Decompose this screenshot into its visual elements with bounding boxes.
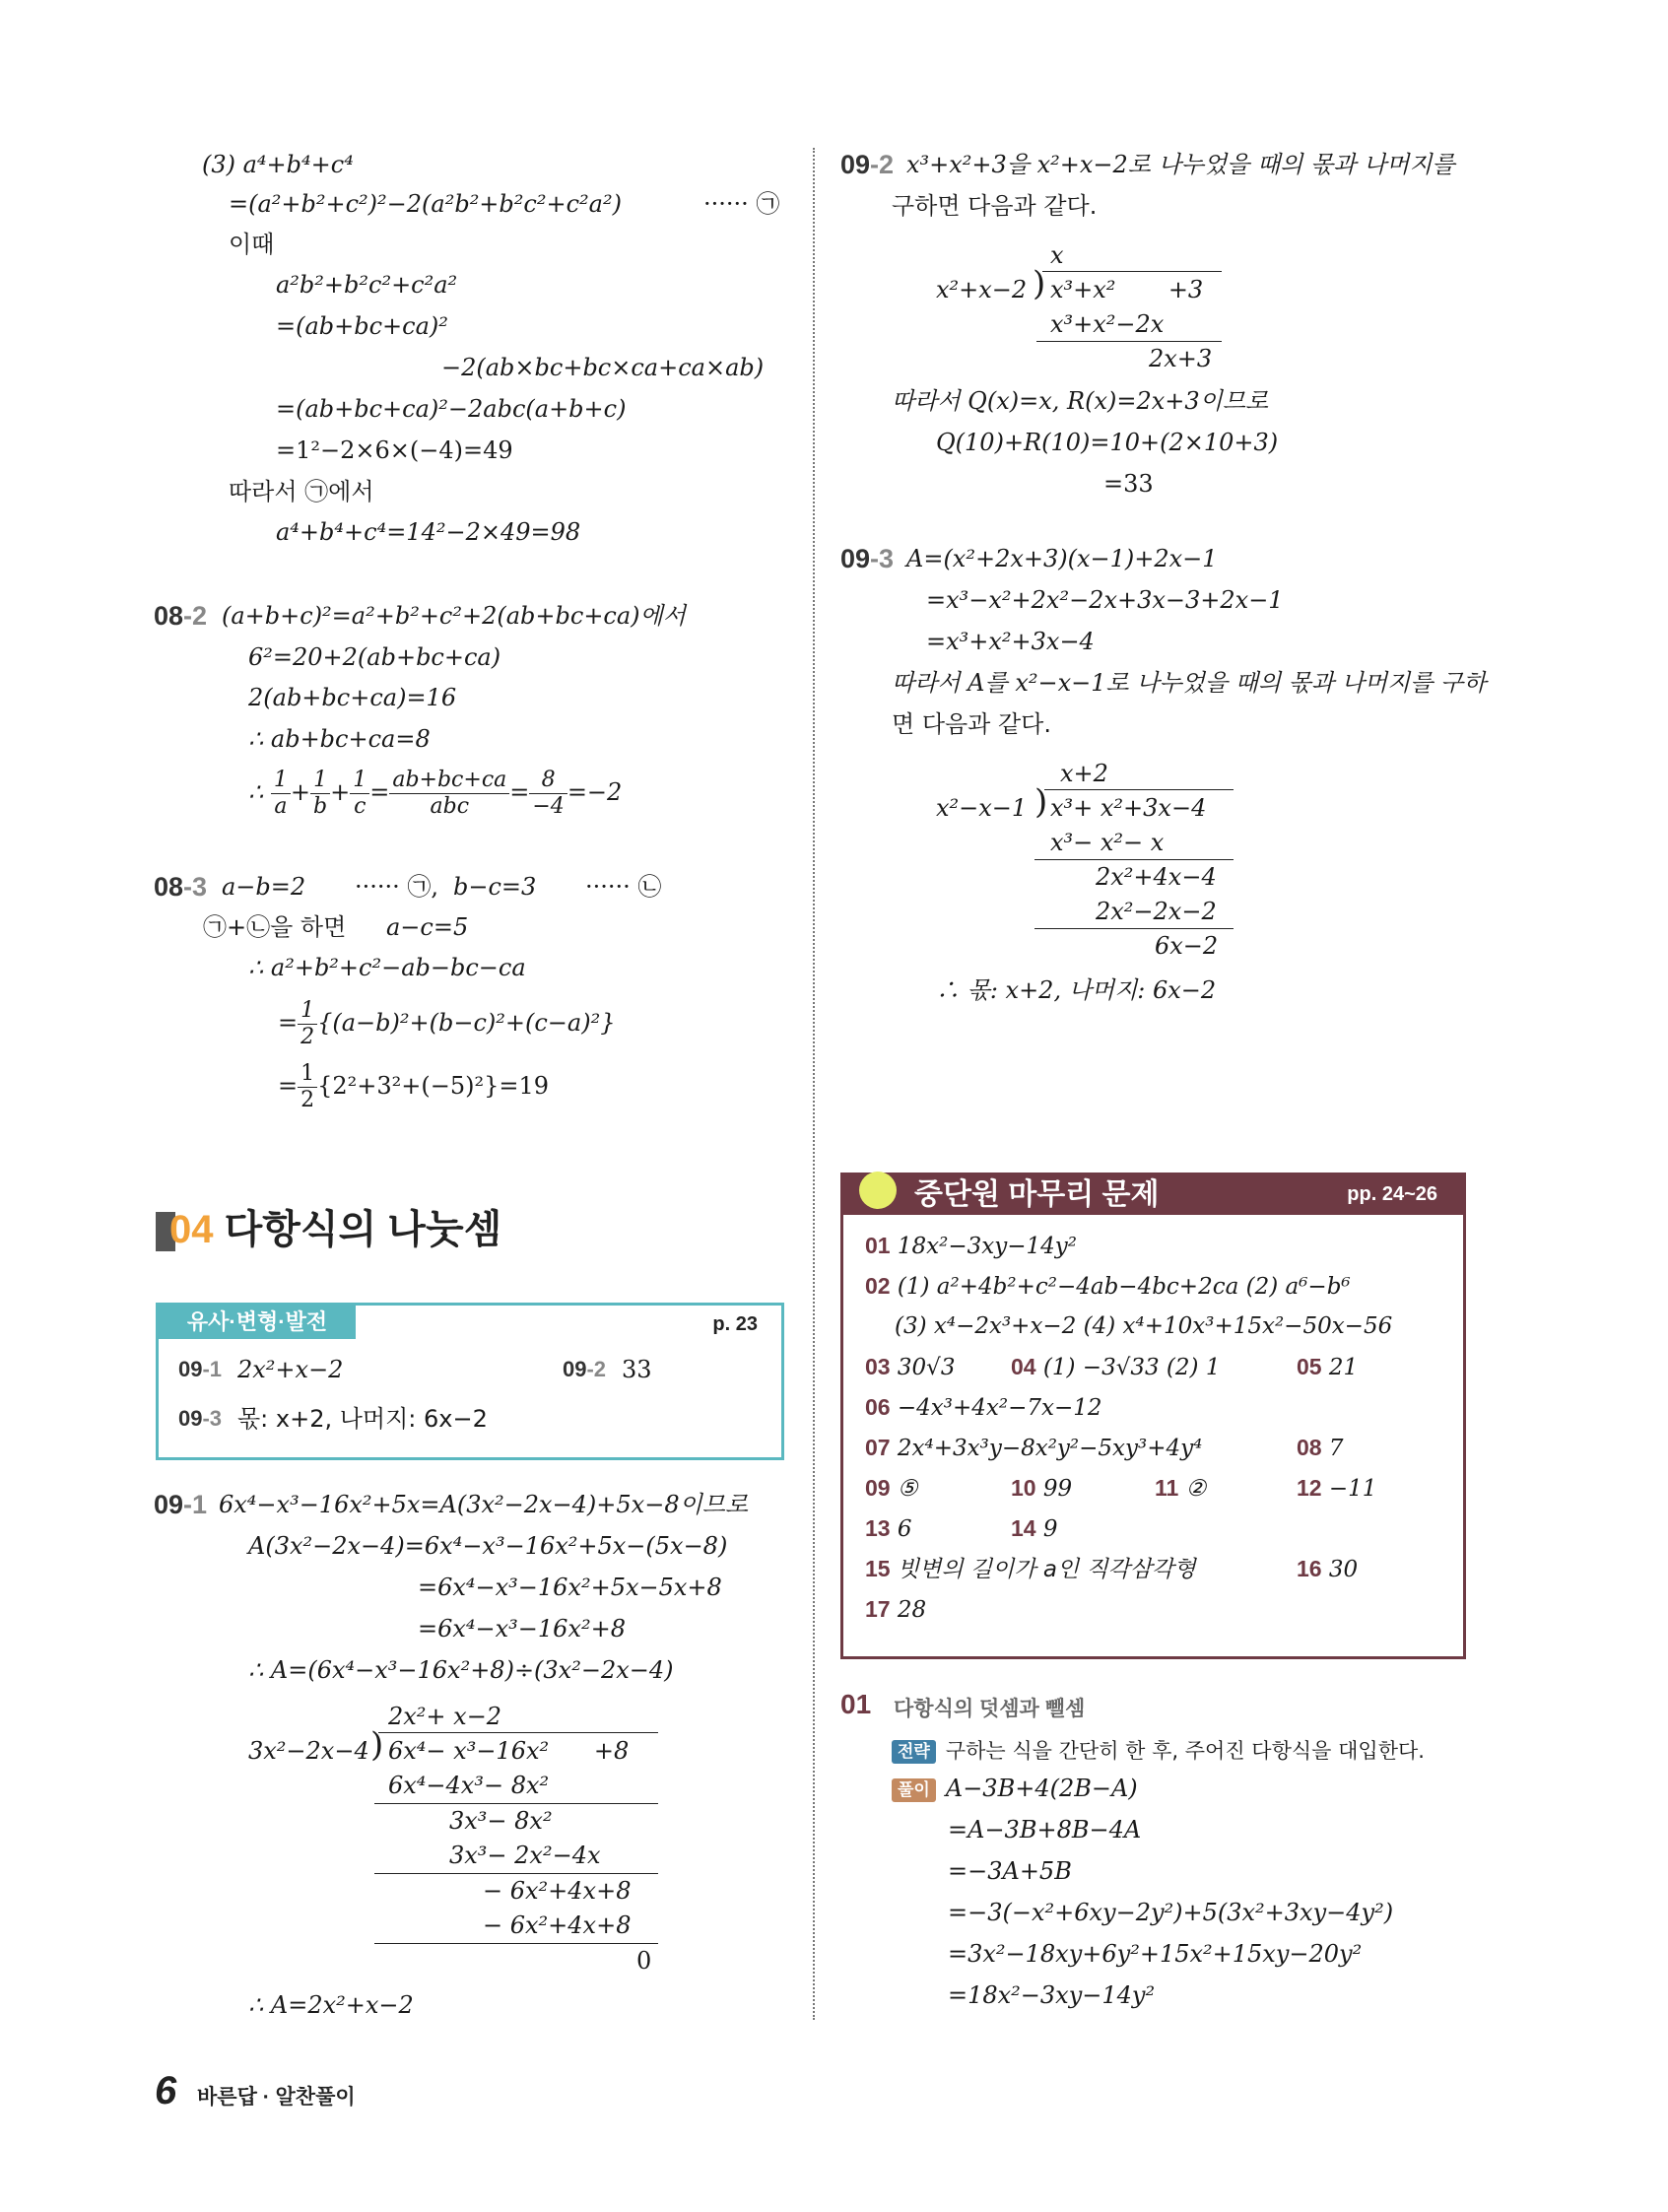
review-row: 17 28 — [865, 1596, 927, 1623]
review-row: 14 9 — [1011, 1515, 1058, 1542]
div093-dividend: x³+ x²+3x−4 — [1050, 794, 1207, 822]
review-row: 01 18x²−3xy−14y² — [865, 1233, 1077, 1259]
column-separator — [813, 148, 815, 2020]
box-a3: 몫: x+2, 나머지: 6x−2 — [237, 1405, 488, 1433]
div091-row1: 6x⁴−4x³− 8x² — [388, 1772, 550, 1799]
half-fraction-2: $\frac{1}{2}$ — [298, 1061, 317, 1113]
div093-row2: 2x²+4x−4 — [1096, 863, 1217, 891]
div091-row3: 3x³− 2x²−4x — [449, 1842, 601, 1869]
div093-line1 — [1034, 859, 1234, 860]
problem-09-2-id: 09-2 — [840, 150, 895, 179]
p092-line-1: x³+x²+3을 x²+x−2로 나누었을 때의 몫과 나머지를 — [906, 151, 1455, 178]
decoration-icon — [859, 1172, 897, 1209]
p083-line-2a: ㉠+㉡을 하면 — [203, 913, 347, 941]
solution-line-6: =18x²−3xy−14y² — [948, 1981, 1156, 2009]
solution-line-3: =−3A+5B — [948, 1857, 1072, 1885]
div093-divisor: x²−x−1 — [936, 794, 1028, 822]
div091-row4: − 6x²+4x+8 — [483, 1877, 632, 1905]
frac-prefix: ∴ — [248, 778, 264, 806]
solution-line-1: 풀이 A−3B+4(2B−A) — [892, 1774, 1138, 1803]
p083-line-5: = $\frac{1}{2}$ {2²+3²+(−5)²}=19 — [278, 1061, 550, 1112]
p093-line-3: =x³+x²+3x−4 — [926, 628, 1095, 655]
box-a3-id: 09-3 — [178, 1406, 223, 1431]
div092-row2: 2x+3 — [1149, 345, 1213, 372]
review-row: 03 30√3 — [865, 1354, 956, 1380]
div091-quotient: 2x²+ x−2 — [388, 1703, 502, 1730]
p093-line-2: =x³−x²+2x²−2x+3x−3+2x−1 — [926, 586, 1284, 614]
strategy-tag: 전략 — [892, 1740, 936, 1764]
box-tab: 유사·변형·발전 — [159, 1306, 356, 1339]
div091-row6: 0 — [636, 1947, 652, 1975]
div093-bar — [1044, 789, 1234, 790]
frac-1c: $\frac{1}{c}$ — [350, 768, 369, 820]
solution-01-number: 01 — [840, 1689, 872, 1719]
review-title: 중단원 마무리 문제 — [914, 1178, 1160, 1211]
p3-line-3: 이때 — [229, 231, 275, 258]
review-row: 11 ② — [1155, 1475, 1207, 1502]
review-page-ref: pp. 24~26 — [1347, 1183, 1437, 1205]
p092-line-5: =33 — [1103, 470, 1154, 498]
p092-line-4: Q(10)+R(10)=10+(2×10+3) — [936, 429, 1279, 456]
div092-line1 — [1036, 341, 1222, 342]
p082-line-4: ∴ ab+bc+ca=8 — [248, 725, 431, 753]
div091-line1 — [374, 1803, 658, 1804]
solution-line-2: =A−3B+8B−4A — [948, 1816, 1142, 1843]
p3-line-8: =1²−2×6×(−4)=49 — [276, 436, 513, 464]
p091-line-1: 6x⁴−x³−16x²+5x=A(3x²−2x−4)+5x−8이므로 — [219, 1491, 749, 1518]
review-row: 10 99 — [1011, 1475, 1073, 1502]
p083-line-2b: a−c=5 — [386, 913, 469, 941]
div091-line3 — [374, 1943, 658, 1944]
p091-line-3: =6x⁴−x³−16x²+5x−5x+8 — [418, 1574, 722, 1601]
p3-line-2: =(a²+b²+c²)²−2(a²b²+b²c²+c²a²) — [229, 190, 622, 218]
review-header — [843, 1175, 1463, 1215]
div091-row5: − 6x²+4x+8 — [483, 1911, 632, 1939]
div092-divisor: x²+x−2 — [936, 276, 1028, 303]
solution-line-4: =−3(−x²+6xy−2y²)+5(3x²+3xy−4y²) — [948, 1899, 1394, 1926]
footer-title: 바른답 · 알찬풀이 — [197, 2086, 356, 2109]
solution-tag: 풀이 — [892, 1778, 936, 1802]
p082-fraction-line: ∴ $\frac{1}{a}$ + $\frac{1}{b}$ + $\frac{1}{c}$ = $\frac{ab+bc+ca}{\text{abc}}$ = $\frac{8}{-4}$ =−2 — [248, 768, 623, 819]
review-row: 02 (1) a²+4b²+c²−4ab−4bc+2ca (2) a⁶−b⁶ — [865, 1273, 1351, 1300]
div092-bar — [1042, 271, 1222, 272]
frac-sum: $\frac{ab+bc+ca}{\text{abc}}$ — [389, 768, 509, 820]
div092-dividend: x³+x² +3 — [1050, 276, 1204, 303]
review-row: 05 21 — [1297, 1354, 1359, 1380]
p083-line-1d: ······ ㉡ — [585, 873, 662, 901]
strategy-line: 전략 구하는 식을 간단히 한 후, 주어진 다항식을 대입한다. — [892, 1736, 1425, 1766]
p083-line-4: = $\frac{1}{2}$ {(a−b)²+(b−c)²+(c−a)²} — [278, 998, 616, 1049]
div093-quotient: x+2 — [1060, 760, 1108, 787]
frac-1a: $\frac{1}{a}$ — [271, 768, 291, 820]
frac-result: =−2 — [567, 778, 623, 806]
review-row: 16 30 — [1297, 1556, 1359, 1582]
review-row: 07 2x⁴+3x³y−8x²y²−5xy³+4y⁴ — [865, 1435, 1203, 1461]
solution-line-5: =3x²−18xy+6y²+15x²+15xy−20y² — [948, 1940, 1363, 1968]
div092-bracket: ) — [1033, 264, 1046, 303]
div091-dividend: 6x⁴− x³−16x² +8 — [388, 1737, 630, 1765]
p093-line-4: 따라서 A를 x²−x−1로 나누었을 때의 몫과 나머지를 구하 — [892, 669, 1487, 697]
problem-09-3-id: 09-3 — [840, 544, 895, 573]
p082-line-3: 2(ab+bc+ca)=16 — [248, 684, 457, 711]
div092-quotient: x — [1050, 241, 1064, 269]
box-page-ref: p. 23 — [712, 1313, 758, 1335]
p083-line-3: ∴ a²+b²+c²−ab−bc−ca — [248, 954, 526, 981]
p083-line-1c: b−c=3 — [453, 873, 537, 901]
p3-line-4: a²b²+b²c²+c²a² — [276, 271, 458, 299]
p083-line-1a: a−b=2 — [222, 873, 306, 901]
p3-line-10: a⁴+b⁴+c⁴=14²−2×49=98 — [276, 518, 581, 546]
review-row: (3) x⁴−2x³+x−2 (4) x⁴+10x³+15x²−50x−56 — [895, 1313, 1393, 1339]
box-a1: 2x²+x−2 — [237, 1356, 344, 1383]
p091-answer: ∴ A=2x²+x−2 — [248, 1991, 414, 2019]
div091-row2: 3x³− 8x² — [449, 1807, 553, 1835]
review-row: 13 6 — [865, 1515, 912, 1542]
p3-line-6: −2(ab×bc+bc×ca+ca×ab) — [441, 354, 765, 381]
problem-08-3-id: 08-3 — [154, 872, 208, 902]
page-number: 6 — [155, 2069, 177, 2112]
frac-1b: $\frac{1}{b}$ — [310, 768, 330, 820]
box-a2: 33 — [622, 1356, 652, 1383]
solution-01-title: 다항식의 덧셈과 뺄셈 — [894, 1698, 1086, 1720]
review-row: 08 7 — [1297, 1435, 1344, 1461]
half-fraction: $\frac{1}{2}$ — [298, 998, 317, 1050]
box-a1-id: 09-1 — [178, 1357, 223, 1381]
problem-09-1-id: 09-1 — [154, 1490, 208, 1519]
p091-line-4: =6x⁴−x³−16x²+8 — [418, 1615, 626, 1642]
div093-row1: x³− x²− x — [1050, 829, 1165, 856]
frac-value: $\frac{8}{-4}$ — [529, 768, 567, 820]
p3-line-5: =(ab+bc+ca)² — [276, 312, 448, 340]
p091-line-2: A(3x²−2x−4)=6x⁴−x³−16x²+5x−(5x−8) — [248, 1532, 728, 1560]
p092-line-2: 구하면 다음과 같다. — [892, 192, 1098, 220]
review-row: 12 −11 — [1297, 1475, 1377, 1502]
div092-row1: x³+x²−2x — [1050, 310, 1165, 338]
box-a2-id: 09-2 — [563, 1357, 607, 1381]
review-row: 09 ⑤ — [865, 1475, 918, 1502]
div093-bracket: ) — [1034, 782, 1048, 822]
p082-line-1: (a+b+c)²=a²+b²+c²+2(ab+bc+ca)에서 — [222, 602, 686, 630]
section-title: 04 다항식의 나눗셈 — [169, 1208, 502, 1251]
div091-bar — [378, 1732, 658, 1733]
p093-answer: ∴ 몫: x+2, 나머지: 6x−2 — [936, 976, 1217, 1004]
chapter-review-box — [840, 1173, 1466, 1659]
p3-line-1: (3) a⁴+b⁴+c⁴ — [202, 151, 354, 178]
answer-box-similar — [156, 1303, 784, 1460]
p091-line-5: ∴ A=(6x⁴−x³−16x²+8)÷(3x²−2x−4) — [248, 1656, 674, 1684]
p3-line-7: =(ab+bc+ca)²−2abc(a+b+c) — [276, 395, 627, 423]
div093-row3: 2x²−2x−2 — [1096, 898, 1217, 925]
div093-row4: 6x−2 — [1155, 932, 1219, 960]
p3-marker: ······ ㉠ — [703, 190, 780, 218]
review-row: 06 −4x³+4x²−7x−12 — [865, 1394, 1102, 1421]
p093-line-1: A=(x²+2x+3)(x−1)+2x−1 — [906, 545, 1218, 572]
p083-line-1b: ······ ㉠, — [355, 873, 439, 901]
div093-line2 — [1034, 928, 1234, 929]
p093-line-5: 면 다음과 같다. — [892, 710, 1051, 738]
review-row: 15 빗변의 길이가 a인 직각삼각형 — [865, 1556, 1196, 1582]
p082-line-2: 6²=20+2(ab+bc+ca) — [248, 643, 501, 671]
div091-divisor: 3x²−2x−4 — [248, 1737, 369, 1765]
p092-line-3: 따라서 Q(x)=x, R(x)=2x+3이므로 — [892, 387, 1269, 415]
p3-line-9: 따라서 ㉠에서 — [229, 478, 374, 505]
problem-08-2-id: 08-2 — [154, 601, 208, 631]
div091-bracket: ) — [370, 1725, 384, 1765]
div091-line2 — [374, 1873, 658, 1874]
review-row: 04 (1) −3√33 (2) 1 — [1011, 1354, 1221, 1380]
